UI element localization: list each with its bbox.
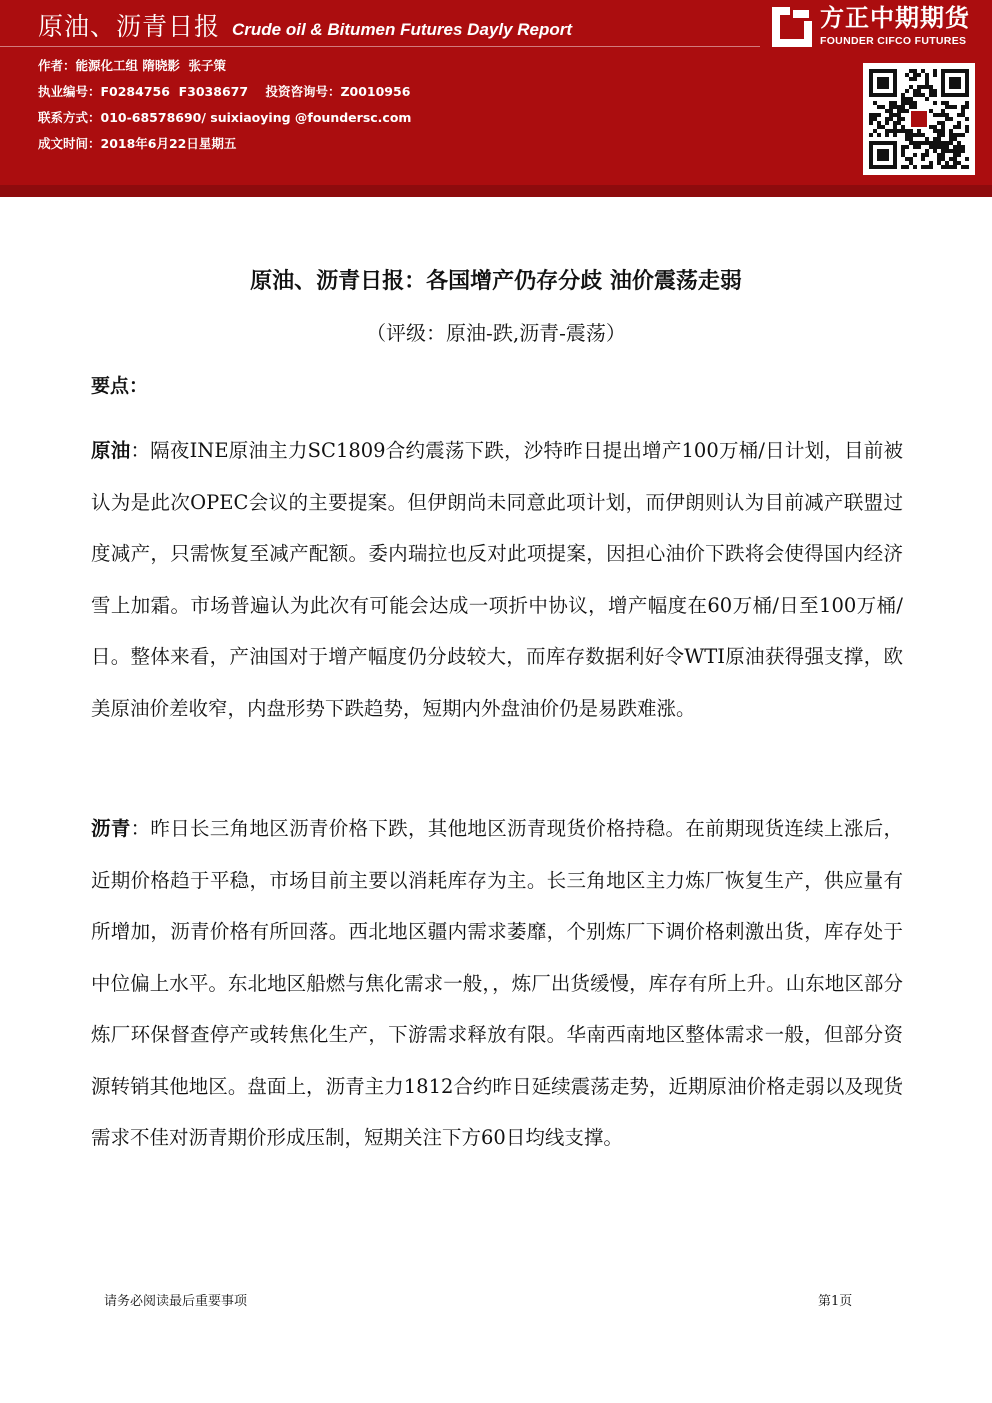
report-title-en: Crude oil & Bitumen Futures Dayly Report — [232, 20, 573, 39]
license-line: 执业编号：F0284756 F3038677 投资咨询号：Z0010956 — [38, 84, 411, 99]
company-logo-icon — [771, 6, 813, 48]
bitumen-paragraph — [91, 803, 903, 1164]
contact-line: 联系方式：010-68578690/ suixiaoying @foundersc.com — [38, 110, 412, 125]
company-name-en: FOUNDER CIFCO FUTURES — [820, 35, 967, 47]
bitumen-lead: 沥青 — [91, 817, 131, 840]
footer-notice: 请务必阅读最后重要事项 — [104, 1294, 248, 1309]
report-title-cn: 原油、沥青日报 — [38, 12, 221, 41]
company-name-cn: 方正中期期货 — [820, 4, 970, 32]
date-line: 成文时间：2018年6月22日星期五 — [38, 136, 237, 151]
crude-text: ：隔夜INE原油主力SC1809合约震荡下跌，沙特昨日提出增产100万桶/日计划，目前被认为是此次OPEC会议的主要提案。但伊朗尚未同意此项计划，而伊朗则认为目前减产联盟过度减产，只需恢复至减产配额。委内瑞拉也反对此项提案，因担心油价下跌将会使得国内经济雪上加霜。市场普遍认为此次有可能会达成一项折中协议，增产幅度在60万桶/日至100万桶/日。整体来看，产油国对于增产幅度仍分歧较大，而库存数据利好令WTI原油获得强支撑，欧美原油价差收窄，内盘形势下跌趋势，短期内外盘油价仍是易跌难涨。 — [91, 439, 903, 720]
document-title: 原油、沥青日报：各国增产仍存分歧 油价震荡走弱 — [250, 269, 742, 294]
keypoints-heading: 要点： — [91, 375, 149, 397]
document-rating: （评级：原油-跌,沥青-震荡） — [366, 321, 626, 345]
bitumen-text: ：昨日长三角地区沥青价格下跌，其他地区沥青现货价格持稳。在前期现货连续上涨后，近期价格趋于平稳，市场目前主要以消耗库存为主。长三角地区主力炼厂恢复生产，供应量有所增加，沥青价格有所回落。西北地区疆内需求萎靡，个别炼厂下调价格刺激出货，库存处于中位偏上水平。东北地区船燃与焦化需求一般，，炼厂出货缓慢，库存有所上升。山东地区部分炼厂环保督查停产或转焦化生产，下游需求释放有限。华南西南地区整体需求一般，但部分资源转销其他地区。盘面上，沥青主力1812合约昨日延续震荡走势，近期原油价格走弱以及现货需求不佳对沥青期价形成压制，短期关注下方60日均线支撑。 — [91, 817, 903, 1149]
page-number: 第1页 — [818, 1294, 853, 1309]
crude-lead: 原油 — [91, 439, 131, 462]
qr-code-icon — [863, 63, 975, 175]
crude-paragraph — [91, 425, 903, 734]
authors-line: 作者：能源化工组 隋晓影 张子策 — [38, 58, 227, 73]
header-title-rule — [0, 46, 760, 47]
header-divider — [0, 185, 992, 199]
